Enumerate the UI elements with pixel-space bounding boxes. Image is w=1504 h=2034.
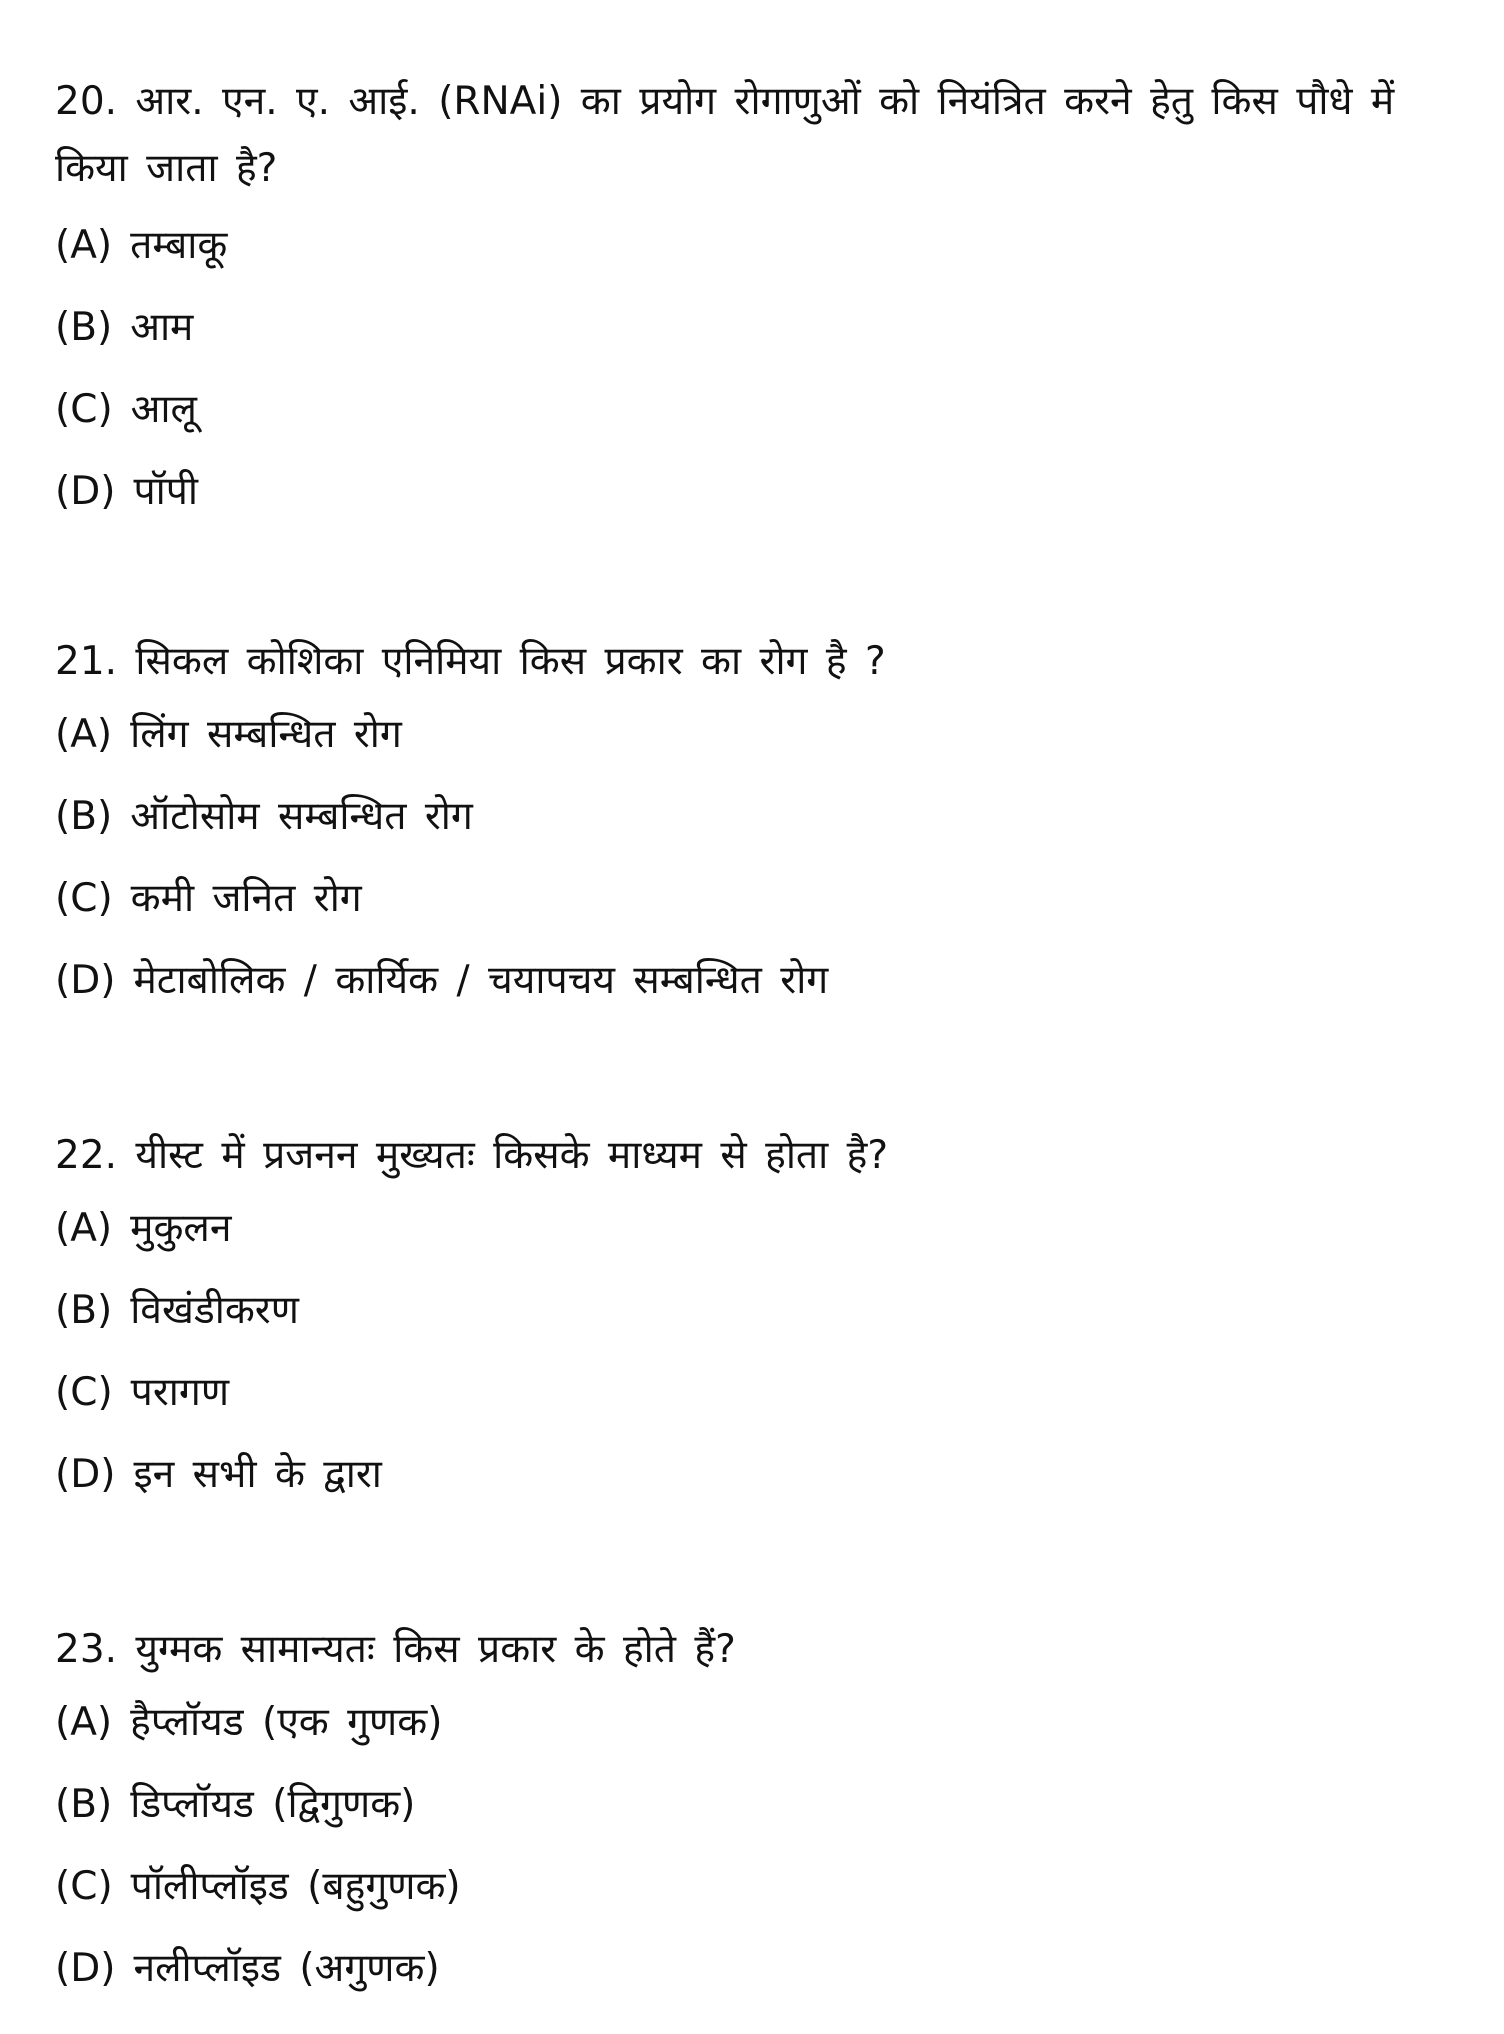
option-c[interactable] [55,876,1455,961]
question-23 [55,1616,1455,2031]
option-text: इन सभी के द्वारा [133,1452,382,1497]
option-text: नलीप्लॉइड (अगुणक) [133,1946,440,1991]
question-text: 22. यीस्ट में प्रजनन मुख्यतः किसके माध्यम से होता है? [55,1133,889,1178]
question-21 [55,628,1455,1043]
option-d[interactable] [55,958,1455,1043]
option-text: मुकुलन [130,1206,232,1251]
option-list [55,1700,1455,2031]
option-c[interactable] [55,1370,1455,1455]
option-d[interactable] [55,1946,1455,2031]
option-a[interactable] [55,1206,1455,1291]
option-b[interactable] [55,1782,1455,1867]
option-d[interactable] [55,469,1455,554]
option-text: पॉपी [133,469,198,514]
option-letter: (B) [55,1782,113,1827]
option-letter: (C) [55,1370,113,1415]
option-letter: (B) [55,305,113,350]
option-letter: (D) [55,469,116,514]
option-letter: (C) [55,876,113,921]
question-text: 20. आर. एन. ए. आई. (RNAi) का प्रयोग रोगाणुओं को नियंत्रित करने हेतु किस पौधे में किया जाता है? [55,79,1395,191]
option-b[interactable] [55,1288,1455,1373]
option-letter: (A) [55,223,113,268]
option-a[interactable] [55,223,1455,308]
option-letter: (D) [55,958,116,1003]
option-text: तम्बाकू [130,223,228,268]
option-text: आलू [130,387,197,432]
option-letter: (D) [55,1452,116,1497]
option-text: पॉलीप्लॉइड (बहुगुणक) [130,1864,461,1909]
option-text: मेटाबोलिक / कार्यिक / चयापचय सम्बन्धित रोग [133,958,829,1003]
option-letter: (A) [55,712,113,757]
option-list [55,1206,1455,1537]
question-text: 21. सिकल कोशिका एनिमिया किस प्रकार का रोग है ? [55,639,886,684]
option-letter: (A) [55,1700,113,1745]
option-text: लिंग सम्बन्धित रोग [130,712,402,757]
question-20 [55,68,1455,554]
option-a[interactable] [55,712,1455,797]
option-letter: (C) [55,1864,113,1909]
option-text: परागण [130,1370,230,1415]
option-text: डिप्लॉयड (द्विगुणक) [130,1782,416,1827]
option-text: विखंडीकरण [130,1288,299,1333]
option-list [55,712,1455,1043]
question-22 [55,1122,1455,1537]
option-text: हैप्लॉयड (एक गुणक) [130,1700,443,1745]
option-letter: (D) [55,1946,116,1991]
option-letter: (A) [55,1206,113,1251]
option-c[interactable] [55,387,1455,472]
option-d[interactable] [55,1452,1455,1537]
option-letter: (B) [55,794,113,839]
option-letter: (B) [55,1288,113,1333]
option-b[interactable] [55,794,1455,879]
option-text: आम [130,305,194,350]
option-c[interactable] [55,1864,1455,1949]
option-b[interactable] [55,305,1455,390]
option-list [55,223,1455,554]
question-text: 23. युग्मक सामान्यतः किस प्रकार के होते हैं? [55,1627,736,1672]
option-letter: (C) [55,387,113,432]
option-a[interactable] [55,1700,1455,1785]
option-text: कमी जनित रोग [130,876,362,921]
option-text: ऑटोसोम सम्बन्धित रोग [130,794,473,839]
